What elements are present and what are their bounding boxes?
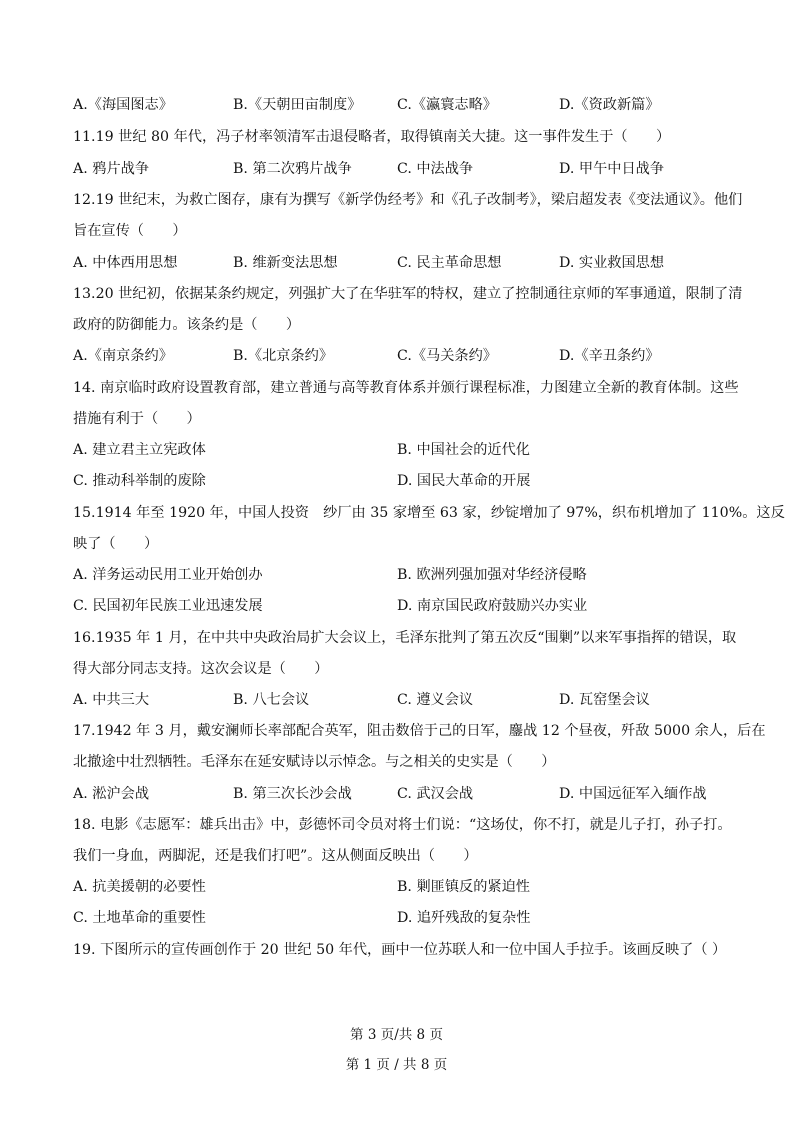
q13-stem-line2: 政府的防御能力。该条约是（ ）: [73, 317, 301, 333]
option-d: D. 中国远征军入缅作战: [559, 786, 707, 802]
q14-stem-line1: 14. 南京临时政府设置教育部，建立普通与高等教育体系并颁行课程标准，力图建立全新的教育体制。这些: [73, 380, 739, 396]
q15-stem-line1: 15.1914 年至 1920 年，中国人投资 纱厂由 35 家增至 63 家，纱锭增加了 97%，织布机增加了 110%。这反: [73, 505, 785, 521]
option-b: B. 八七会议: [233, 692, 310, 708]
q16-options: [73, 690, 733, 710]
option-c: C. 土地革命的重要性: [73, 910, 206, 926]
option-d: D. 实业救国思想: [559, 255, 665, 271]
option-c: C. 武汉会战: [397, 786, 474, 802]
option-c: C. 民国初年民族工业迅速发展: [73, 598, 263, 614]
q14-options-row1: [73, 440, 733, 460]
option-d: D. 瓦窑堡会议: [559, 692, 650, 708]
option-d: D.《资政新篇》: [559, 97, 660, 113]
q14-options-row2: [73, 471, 733, 491]
q12-stem-line1: 12.19 世纪末，为救亡图存，康有为撰写《新学伪经考》和《孔子改制考》，梁启超发表《变法通议》。他们: [73, 192, 743, 208]
option-b: B. 欧洲列强加强对华经济侵略: [397, 567, 587, 583]
q13-options: [73, 346, 733, 366]
option-d: D. 南京国民政府鼓励兴办实业: [397, 598, 588, 614]
option-b: B. 维新变法思想: [233, 255, 338, 271]
option-a: A. 建立君主立宪政体: [73, 442, 206, 458]
option-c: C. 推动科举制的废除: [73, 473, 206, 489]
q16-stem-line2: 得大部分同志支持。这次会议是（ ）: [73, 661, 329, 677]
q11-options: [73, 159, 733, 179]
option-d: D. 甲午中日战争: [559, 161, 665, 177]
option-a: A.《海国图志》: [73, 97, 173, 113]
q13-stem-line1: 13.20 世纪初，依据某条约规定，列强扩大了在华驻军的特权，建立了控制通往京师的军事通道，限制了清: [73, 286, 743, 302]
q15-options-row1: [73, 565, 733, 585]
q18-stem-line1: 18. 电影《志愿军：雄兵出击》中，彭德怀司令员对将士们说：“这场仗，你不打，就是儿子打，孙子打。: [73, 817, 732, 833]
option-a: A. 中体西用思想: [73, 255, 178, 271]
q18-options-row2: [73, 908, 733, 928]
option-b: B. 第二次鸦片战争: [233, 161, 352, 177]
q16-stem-line1: 16.1935 年 1 月，在中共中央政治局扩大会议上，毛泽东批判了第五次反“围剿”以来军事指挥的错误，取: [73, 630, 737, 646]
outer-page-number: 第 1 页 / 共 8 页: [345, 1057, 448, 1073]
option-a: A.《南京条约》: [73, 348, 173, 364]
option-c: C. 民主革命思想: [397, 255, 502, 271]
q10-options: [73, 95, 733, 115]
q12-options: [73, 253, 733, 273]
option-a: A. 抗美援朝的必要性: [73, 879, 206, 895]
q14-stem-line2: 措施有利于（ ）: [73, 411, 201, 427]
q12-stem-line2: 旨在宣传（ ）: [73, 223, 187, 239]
option-c: C.《马关条约》: [397, 348, 497, 364]
q15-options-row2: [73, 596, 733, 616]
option-c: C. 中法战争: [397, 161, 474, 177]
option-c: C. 遵义会议: [397, 692, 474, 708]
q18-options-row1: [73, 877, 733, 897]
q19-stem: 19. 下图所示的宣传画创作于 20 世纪 50 年代，画中一位苏联人和一位中国人手拉手。该画反映了（ ）: [73, 942, 727, 958]
option-a: A. 淞沪会战: [73, 786, 150, 802]
option-b: B.《北京条约》: [233, 348, 334, 364]
option-d: D. 追歼残敌的复杂性: [397, 910, 531, 926]
option-a: A. 洋务运动民用工业开始创办: [73, 567, 263, 583]
option-c: C.《瀛寰志略》: [397, 97, 497, 113]
q11-stem: 11.19 世纪 80 年代，冯子材率领清军击退侵略者，取得镇南关大捷。这一事件发生于（ ）: [73, 129, 671, 145]
option-b: B.《天朝田亩制度》: [233, 97, 362, 113]
option-b: B. 中国社会的近代化: [397, 442, 530, 458]
option-b: B. 第三次长沙会战: [233, 786, 352, 802]
q17-stem-line2: 北撤途中壮烈牺牲。毛泽东在延安赋诗以示悼念。与之相关的史实是（ ）: [73, 754, 556, 770]
option-d: D. 国民大革命的开展: [397, 473, 531, 489]
option-d: D.《辛丑条约》: [559, 348, 660, 364]
inner-page-number: 第 3 页/共 8 页: [350, 1027, 443, 1043]
q18-stem-line2: 我们一身血，两脚泥，还是我们打吧”。这从侧面反映出（ ）: [73, 848, 478, 864]
option-a: A. 中共三大: [73, 692, 150, 708]
q15-stem-line2: 映了（ ）: [73, 536, 159, 552]
option-b: B. 剿匪镇反的紧迫性: [397, 879, 530, 895]
option-a: A. 鸦片战争: [73, 161, 150, 177]
q17-stem-line1: 17.1942 年 3 月，戴安澜师长率部配合英军，阻击数倍于己的日军，鏖战 12 个昼夜，歼敌 5000 余人，后在: [73, 723, 766, 739]
q17-options: [73, 784, 733, 804]
